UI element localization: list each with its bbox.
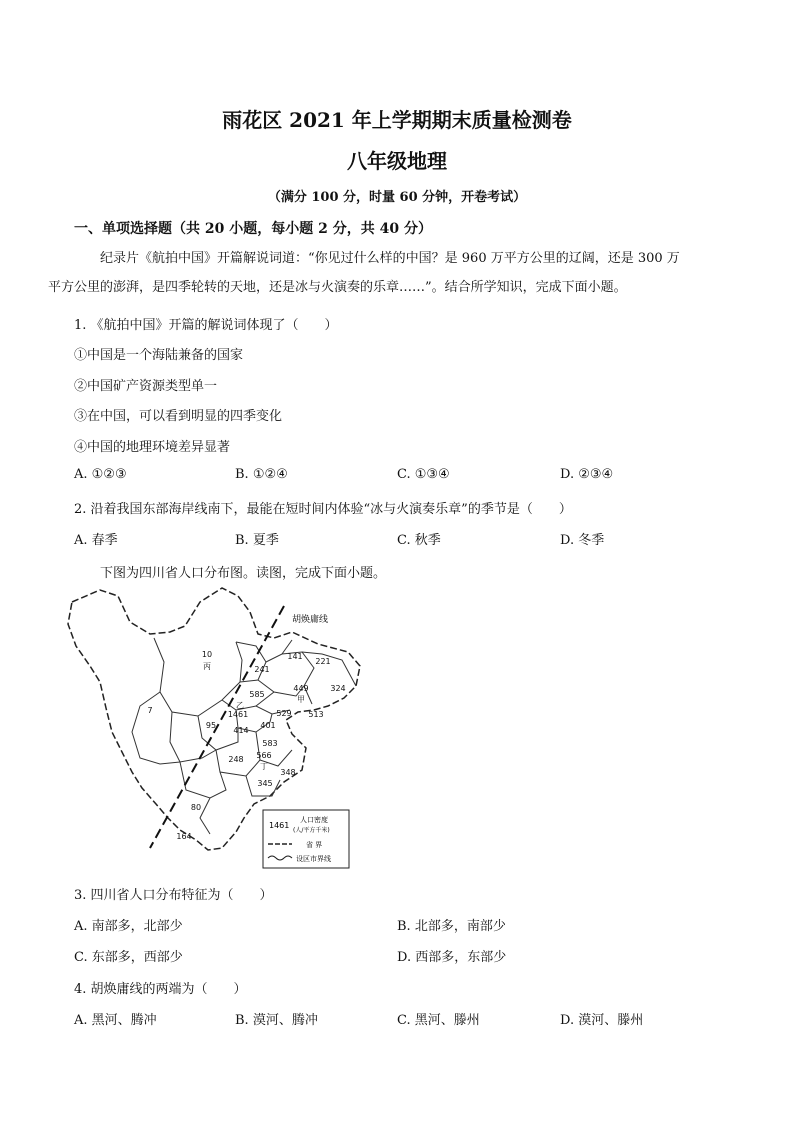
- passage-1: [48, 244, 724, 302]
- map-value: 324: [330, 684, 346, 693]
- question-4-option-c[interactable]: C. 黑河、滕州: [397, 1013, 480, 1028]
- map-value: 449: [293, 684, 309, 693]
- map-value: 583: [262, 739, 278, 748]
- map-value: 529: [276, 709, 292, 718]
- map-value: 10: [201, 650, 213, 659]
- question-2-stem: 2. 沿着我国东部海岸线南下，最能在短时间内体验“冰与火演奏乐章”的季节是（ ）: [74, 502, 572, 517]
- question-4-option-a[interactable]: A. 黑河、腾冲: [74, 1013, 157, 1028]
- passage-2: 下图为四川省人口分布图。读图，完成下面小题。: [100, 566, 387, 581]
- map-value: 513: [308, 710, 324, 719]
- question-3-option-b[interactable]: B. 北部多，南部少: [397, 919, 506, 934]
- question-4-option-b[interactable]: B. 漠河、腾冲: [235, 1013, 318, 1028]
- map-value: 221: [315, 657, 331, 666]
- question-3-option-c[interactable]: C. 东部多，西部少: [74, 950, 183, 965]
- passage-1-line-1: 纪录片《航拍中国》开篇解说词道：“你见过什么样的中国？是 960 万平方公里的辽阔，还是 300 万: [100, 251, 680, 266]
- legend-city-border: 设区市界线: [296, 855, 331, 863]
- question-3-stem: 3. 四川省人口分布特征为（ ）: [74, 888, 273, 903]
- question-1-option-c[interactable]: C. ①③④: [397, 467, 450, 482]
- question-2-option-a[interactable]: A. 春季: [74, 533, 118, 548]
- map-value: 241: [254, 665, 270, 674]
- map-place-bing: 丙: [203, 662, 211, 671]
- city-borders: [132, 638, 356, 834]
- question-4-option-d[interactable]: D. 漠河、滕州: [560, 1013, 644, 1028]
- question-2-option-d[interactable]: D. 冬季: [560, 533, 605, 548]
- question-3-option-a[interactable]: A. 南部多，北部少: [74, 919, 183, 934]
- sichuan-population-map: [60, 582, 380, 872]
- map-place-jia: 甲: [297, 695, 305, 704]
- question-1-item: ③在中国，可以看到明显的四季变化: [74, 409, 283, 424]
- legend-density-label: 人口密度: [300, 816, 328, 824]
- section-heading: 一、单项选择题（共 20 小题，每小题 2 分，共 40 分）: [74, 221, 432, 237]
- question-2-option-c[interactable]: C. 秋季: [397, 533, 441, 548]
- map-value: 348: [280, 768, 296, 777]
- map-value: 95: [205, 721, 217, 730]
- map-value: 7: [147, 706, 153, 715]
- map-value: 585: [249, 690, 265, 699]
- map-value: 566: [256, 751, 272, 760]
- question-1-option-b[interactable]: B. ①②④: [235, 467, 288, 482]
- hu-line-label: 胡焕庸线: [292, 615, 329, 625]
- map-value: 414: [233, 726, 249, 735]
- map-legend: [263, 810, 349, 868]
- map-value: 248: [228, 755, 244, 764]
- passage-1-line-2: 平方公里的澎湃，是四季轮转的天地，还是冰与火演奏的乐章……”。结合所学知识，完成下面小题。: [48, 280, 627, 295]
- legend-province-border: 省 界: [306, 841, 323, 849]
- legend-density-unit: (人/平方千米): [293, 827, 330, 834]
- question-1-item: ②中国矿产资源类型单一: [74, 379, 218, 394]
- question-1-item: ①中国是一个海陆兼备的国家: [74, 348, 244, 363]
- exam-subject: 八年级地理: [347, 149, 447, 173]
- map-value: 141: [287, 652, 303, 661]
- question-4-stem: 4. 胡焕庸线的两端为（ ）: [74, 982, 247, 997]
- map-value: 401: [260, 721, 276, 730]
- exam-note: （满分 100 分，时量 60 分钟，开卷考试）: [267, 190, 527, 205]
- legend-sample-value: 1461: [269, 821, 290, 830]
- map-place-yi: 乙: [236, 701, 244, 710]
- map-value: 345: [257, 779, 273, 788]
- question-2-option-b[interactable]: B. 夏季: [235, 533, 279, 548]
- map-value: 164: [176, 832, 192, 841]
- question-1-item: ④中国的地理环境差异显著: [74, 440, 231, 455]
- question-1-stem: 1. 《航拍中国》开篇的解说词体现了（ ）: [74, 318, 338, 333]
- question-1-option-a[interactable]: A. ①②③: [74, 467, 127, 482]
- exam-title: 雨花区 2021 年上学期期末质量检测卷: [222, 108, 572, 132]
- map-value: 1461: [227, 710, 249, 719]
- question-3-option-d[interactable]: D. 西部多，东部少: [397, 950, 507, 965]
- question-1-option-d[interactable]: D. ②③④: [560, 467, 614, 482]
- map-place-ding: 丁: [260, 762, 268, 771]
- map-value: 80: [190, 803, 202, 812]
